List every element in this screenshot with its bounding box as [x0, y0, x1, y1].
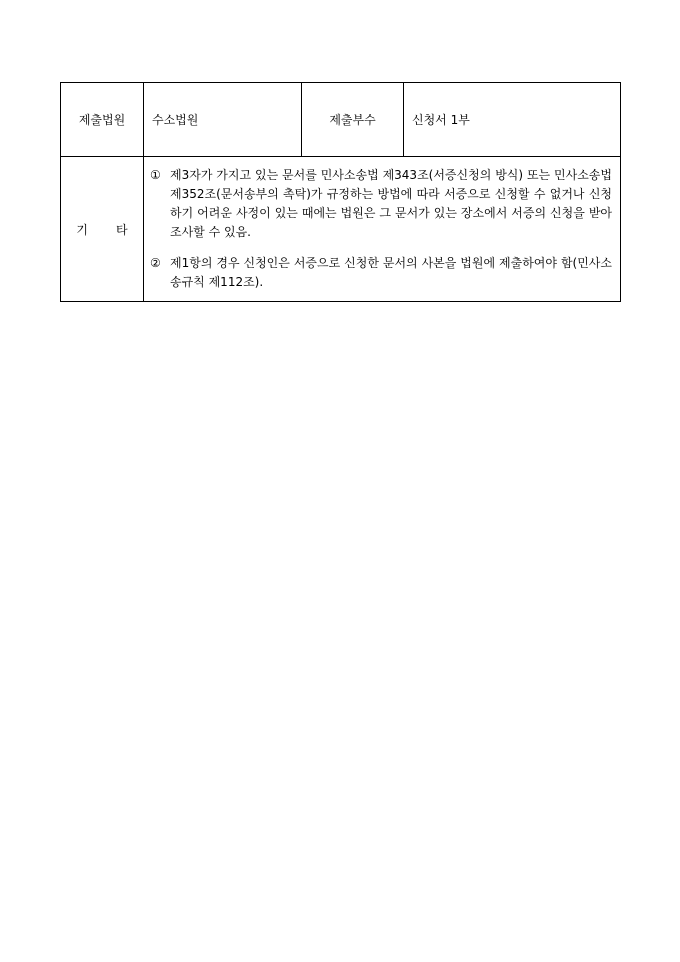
etc-content	[144, 157, 621, 302]
etc-label-right: 타	[116, 222, 128, 237]
submit-court-value: 수소법원	[144, 83, 302, 157]
note-text: 제3자가 가지고 있는 문서를 민사소송법 제343조(서증신청의 방식) 또는 민사소송법 제352조(문서송부의 촉탁)가 규정하는 방법에 따라 서증으로 신청할 수 없거나 신청하기 어려운 사정이 있는 때에는 법원은 그 문서가 있는 장소에서 서증의 신청을 받아 조사할 수 있음.	[170, 168, 612, 239]
note-item-1	[150, 166, 612, 242]
note-number: ②	[150, 256, 161, 270]
note-item-2	[150, 254, 612, 292]
submit-copies-label: 제출부수	[302, 83, 404, 157]
submit-court-label: 제출법원	[61, 83, 144, 157]
submission-info-table	[60, 82, 621, 302]
note-text: 제1항의 경우 신청인은 서증으로 신청한 문서의 사본을 법원에 제출하여야 함(민사소송규칙 제112조).	[170, 256, 612, 289]
etc-row	[61, 157, 621, 302]
etc-label-left: 기	[76, 222, 88, 237]
submission-row	[61, 83, 621, 157]
note-number: ①	[150, 168, 161, 182]
etc-label	[61, 157, 144, 302]
submit-copies-value: 신청서 1부	[404, 83, 621, 157]
